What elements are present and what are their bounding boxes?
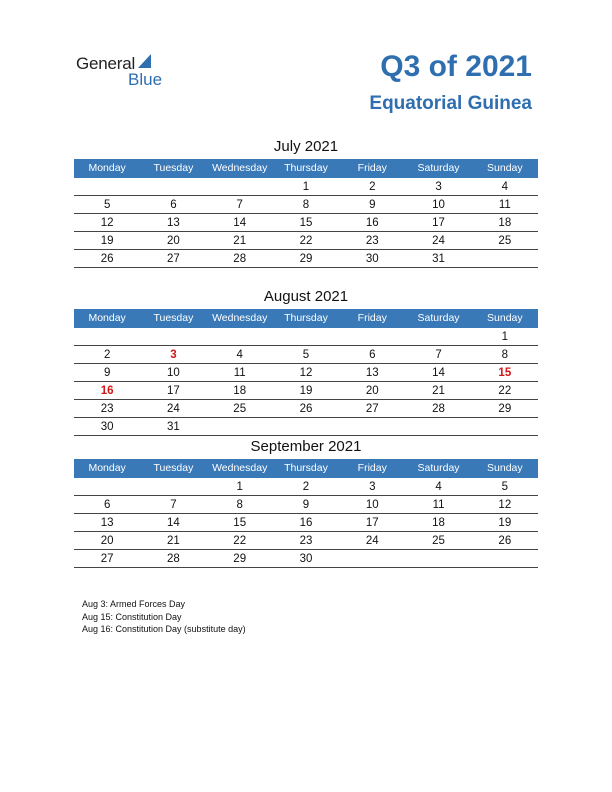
week-row <box>74 496 538 514</box>
day-cell: 13 <box>100 517 114 529</box>
day-cell <box>74 478 140 495</box>
day-cell: 28 <box>167 553 180 565</box>
day-cell: 29 <box>498 403 512 415</box>
month-title: August 2021 <box>263 288 349 305</box>
day-cell: 22 <box>299 235 313 247</box>
day-cell <box>273 418 339 435</box>
day-cell <box>405 328 471 345</box>
day-cell: 15 <box>498 367 512 379</box>
weekday-label: Wednesday <box>212 162 268 174</box>
weekday-label: Sunday <box>487 462 523 474</box>
day-cell: 15 <box>233 517 247 529</box>
brand-logo <box>76 54 176 88</box>
day-cell: 2 <box>369 181 376 193</box>
day-cell: 9 <box>103 367 111 379</box>
day-cell: 4 <box>501 181 509 193</box>
day-cell: 26 <box>100 253 114 265</box>
day-cell: 21 <box>432 385 445 397</box>
day-cell: 31 <box>167 421 180 433</box>
weekday-label: Tuesday <box>153 462 194 474</box>
day-cell: 9 <box>302 499 310 511</box>
week-row <box>74 178 538 196</box>
week-row <box>74 214 538 232</box>
day-cell: 10 <box>432 199 445 211</box>
day-cell: 14 <box>167 517 180 529</box>
logo-blue-text: Blue <box>128 70 163 89</box>
day-cell: 21 <box>167 535 180 547</box>
week-row <box>74 328 538 346</box>
weekday-label: Monday <box>88 312 126 324</box>
page-subtitle: Equatorial Guinea <box>369 93 532 114</box>
day-cell: 19 <box>299 385 313 397</box>
day-cell: 16 <box>299 517 313 529</box>
day-cell: 5 <box>302 349 310 361</box>
day-cell <box>140 478 206 495</box>
weekday-label: Wednesday <box>212 312 268 324</box>
day-cell: 21 <box>233 235 247 247</box>
day-cell: 11 <box>233 367 246 379</box>
day-cell: 29 <box>233 553 247 565</box>
weekday-label: Saturday <box>417 312 460 324</box>
day-cell: 17 <box>365 517 379 529</box>
week-row <box>74 364 538 382</box>
day-cell: 9 <box>369 199 376 211</box>
day-cell: 12 <box>498 499 512 511</box>
day-cell: 29 <box>299 253 313 265</box>
day-cell: 24 <box>432 235 445 247</box>
day-cell <box>472 250 538 267</box>
day-cell <box>405 418 471 435</box>
day-cell: 8 <box>302 199 310 211</box>
day-cell: 3 <box>369 481 376 493</box>
week-row <box>74 532 538 550</box>
day-cell: 18 <box>498 217 512 229</box>
day-cell <box>472 550 538 567</box>
day-cell <box>339 418 405 435</box>
day-cell: 18 <box>233 385 247 397</box>
week-row <box>74 514 538 532</box>
day-cell: 10 <box>167 367 180 379</box>
week-row <box>74 232 538 250</box>
weekday-header <box>74 459 538 478</box>
day-cell: 7 <box>435 349 442 361</box>
day-cell: 20 <box>167 235 180 247</box>
weekday-label: Tuesday <box>153 162 194 174</box>
day-cell: 4 <box>435 481 442 493</box>
day-cell <box>207 418 273 435</box>
day-cell: 25 <box>233 403 247 415</box>
day-cell: 28 <box>432 403 445 415</box>
day-cell: 8 <box>501 349 509 361</box>
weekday-header <box>74 309 538 328</box>
day-cell: 27 <box>167 253 180 265</box>
day-cell: 26 <box>299 403 313 415</box>
holiday-note: Aug 15: Constitution Day <box>82 611 182 622</box>
weekday-label: Thursday <box>284 312 328 324</box>
day-cell: 6 <box>369 349 376 361</box>
day-cell: 19 <box>498 517 512 529</box>
weekday-label: Monday <box>88 162 126 174</box>
day-cell: 27 <box>100 553 114 565</box>
day-cell: 2 <box>103 349 111 361</box>
weekday-label: Saturday <box>417 162 460 174</box>
week-row <box>74 346 538 364</box>
weekday-label: Saturday <box>417 462 460 474</box>
day-cell: 7 <box>170 499 177 511</box>
day-cell: 30 <box>100 421 114 433</box>
day-cell <box>472 418 538 435</box>
day-cell <box>140 328 206 345</box>
day-cell: 15 <box>299 217 313 229</box>
weekday-label: Thursday <box>284 162 328 174</box>
month-title: July 2021 <box>273 138 339 155</box>
holiday-notes <box>82 598 246 636</box>
day-cell: 11 <box>498 199 511 211</box>
page-title: Q3 of 2021 <box>380 50 532 83</box>
weekday-label: Thursday <box>284 462 328 474</box>
logo-triangle-icon <box>138 54 151 68</box>
day-cell: 13 <box>365 367 379 379</box>
day-cell: 6 <box>103 499 111 511</box>
weekday-label: Wednesday <box>212 462 268 474</box>
day-cell: 5 <box>103 199 111 211</box>
weekday-header <box>74 159 538 178</box>
day-cell: 3 <box>435 181 442 193</box>
day-cell: 28 <box>233 253 247 265</box>
month-august <box>74 286 538 436</box>
weekday-label: Friday <box>357 162 387 174</box>
day-cell: 22 <box>498 385 512 397</box>
week-row <box>74 418 538 436</box>
day-cell: 1 <box>501 331 509 343</box>
logo-general-text: General <box>76 54 136 73</box>
day-cell: 25 <box>498 235 512 247</box>
day-cell <box>339 328 405 345</box>
day-cell <box>74 328 140 345</box>
weekday-label: Sunday <box>487 162 523 174</box>
day-cell: 13 <box>167 217 180 229</box>
day-cell: 20 <box>100 535 114 547</box>
day-cell: 17 <box>432 217 445 229</box>
week-row <box>74 550 538 568</box>
day-cell <box>207 178 273 195</box>
day-cell: 12 <box>100 217 114 229</box>
day-cell <box>339 550 405 567</box>
day-cell: 25 <box>432 535 445 547</box>
day-cell: 23 <box>365 235 379 247</box>
day-cell <box>207 328 273 345</box>
day-cell: 18 <box>432 517 445 529</box>
weekday-label: Monday <box>88 462 126 474</box>
day-cell: 30 <box>299 553 313 565</box>
day-cell <box>74 178 140 195</box>
week-row <box>74 196 538 214</box>
week-row <box>74 478 538 496</box>
holiday-note: Aug 16: Constitution Day (substitute day) <box>82 624 246 634</box>
day-cell: 10 <box>365 499 379 511</box>
day-cell: 24 <box>167 403 180 415</box>
day-cell: 19 <box>100 235 114 247</box>
month-july <box>74 136 538 268</box>
day-cell: 16 <box>365 217 379 229</box>
day-cell: 14 <box>432 367 445 379</box>
day-cell <box>273 328 339 345</box>
day-cell: 2 <box>302 481 310 493</box>
day-cell <box>405 550 471 567</box>
weekday-label: Friday <box>357 462 387 474</box>
week-row <box>74 250 538 268</box>
month-september <box>74 436 538 568</box>
day-cell: 6 <box>170 199 177 211</box>
day-cell: 23 <box>100 403 114 415</box>
day-cell: 17 <box>167 385 180 397</box>
day-cell <box>140 178 206 195</box>
weekday-label: Sunday <box>487 312 523 324</box>
day-cell: 31 <box>432 253 445 265</box>
day-cell: 4 <box>236 349 243 361</box>
day-cell: 27 <box>365 403 379 415</box>
day-cell: 1 <box>236 481 243 493</box>
holiday-note: Aug 3: Armed Forces Day <box>82 599 186 609</box>
day-cell: 30 <box>365 253 379 265</box>
day-cell: 26 <box>498 535 512 547</box>
week-row <box>74 400 538 418</box>
day-cell: 5 <box>501 481 509 493</box>
day-cell: 24 <box>365 535 379 547</box>
day-cell: 3 <box>170 349 177 361</box>
month-title: September 2021 <box>250 438 362 455</box>
weekday-label: Tuesday <box>153 312 194 324</box>
day-cell: 1 <box>302 181 310 193</box>
weekday-label: Friday <box>357 312 387 324</box>
day-cell: 8 <box>236 499 243 511</box>
week-row <box>74 382 538 400</box>
day-cell: 12 <box>299 367 313 379</box>
day-cell: 14 <box>233 217 247 229</box>
day-cell: 7 <box>236 199 243 211</box>
day-cell: 20 <box>365 385 379 397</box>
day-cell: 11 <box>432 499 445 511</box>
day-cell: 23 <box>299 535 313 547</box>
day-cell: 16 <box>100 385 114 397</box>
day-cell: 22 <box>233 535 247 547</box>
